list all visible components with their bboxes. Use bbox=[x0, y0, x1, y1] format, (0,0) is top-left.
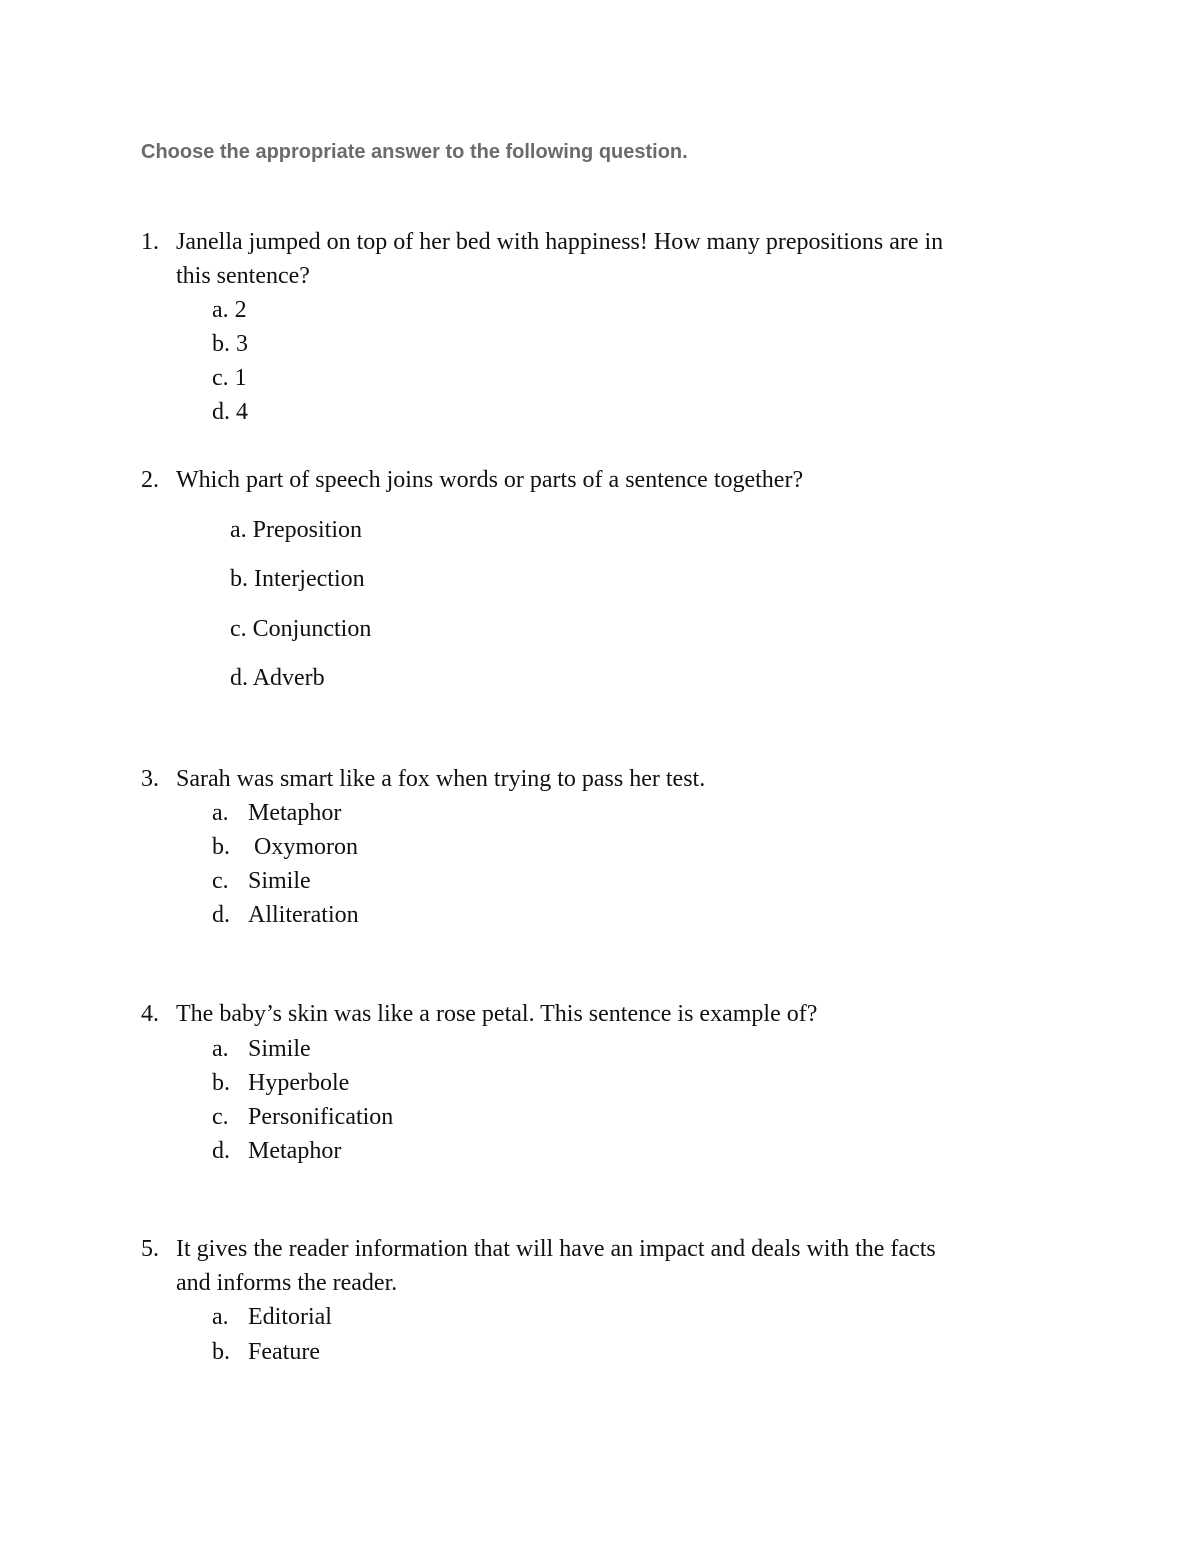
question-number: 2. bbox=[141, 467, 159, 493]
option-b bbox=[212, 830, 358, 864]
question-line: and informs the reader. bbox=[176, 1270, 398, 1296]
option-letter: d. bbox=[230, 665, 248, 691]
option-d bbox=[212, 898, 359, 932]
option-a bbox=[212, 796, 341, 830]
option-letter: a. bbox=[212, 800, 229, 826]
option-text: Oxymoron bbox=[248, 834, 358, 860]
question-text bbox=[176, 1232, 1066, 1300]
option-letter: b. bbox=[230, 566, 248, 592]
question-number: 3. bbox=[141, 766, 159, 792]
option-text: Simile bbox=[248, 1036, 311, 1062]
option-text: Metaphor bbox=[248, 800, 342, 826]
question-text bbox=[176, 997, 1066, 1031]
option-b bbox=[230, 562, 365, 596]
option-letter: c. bbox=[230, 616, 247, 642]
option-c bbox=[212, 1100, 393, 1134]
option-text: Feature bbox=[248, 1339, 320, 1365]
option-letter: a. bbox=[212, 1036, 229, 1062]
question-text bbox=[176, 225, 1066, 293]
option-b bbox=[212, 1335, 320, 1369]
option-a bbox=[212, 1300, 332, 1334]
option-letter: d. bbox=[212, 1138, 230, 1164]
option-letter: b. bbox=[212, 834, 230, 860]
option-letter: d. bbox=[212, 399, 230, 425]
option-text: Alliteration bbox=[248, 902, 359, 928]
option-text: 4 bbox=[236, 399, 248, 425]
question-line: this sentence? bbox=[176, 263, 310, 289]
option-a bbox=[230, 513, 362, 547]
option-letter: c. bbox=[212, 1104, 229, 1130]
option-text: Conjunction bbox=[252, 616, 372, 642]
option-c bbox=[230, 612, 371, 646]
option-a bbox=[212, 1032, 311, 1066]
question-line: Sarah was smart like a fox when trying to pass her test. bbox=[176, 766, 706, 792]
option-letter: b. bbox=[212, 1339, 230, 1365]
option-letter: d. bbox=[212, 902, 230, 928]
option-letter: a. bbox=[212, 1304, 229, 1330]
question-text bbox=[176, 762, 1066, 796]
option-text: Personification bbox=[248, 1104, 394, 1130]
option-d bbox=[212, 395, 248, 429]
option-text: Simile bbox=[248, 868, 311, 894]
question-line: It gives the reader information that will have an impact and deals with the facts bbox=[176, 1236, 936, 1262]
instruction-text: Choose the appropriate answer to the following question. bbox=[141, 141, 688, 163]
option-c bbox=[212, 361, 247, 395]
option-text: Editorial bbox=[248, 1304, 332, 1330]
option-d bbox=[212, 1134, 341, 1168]
option-letter: a. bbox=[230, 517, 247, 543]
question-text bbox=[176, 463, 1066, 497]
option-text: 2 bbox=[234, 297, 247, 323]
option-text: 1 bbox=[234, 365, 247, 391]
option-text: 3 bbox=[236, 331, 248, 357]
question-line: The baby’s skin was like a rose petal. This sentence is example of? bbox=[176, 1001, 818, 1027]
option-d bbox=[230, 661, 325, 695]
option-letter: c. bbox=[212, 868, 229, 894]
question-number: 1. bbox=[141, 229, 159, 255]
option-b bbox=[212, 1066, 349, 1100]
option-text: Adverb bbox=[252, 665, 325, 691]
option-letter: b. bbox=[212, 1070, 230, 1096]
option-text: Hyperbole bbox=[248, 1070, 350, 1096]
option-letter: c. bbox=[212, 365, 229, 391]
option-text: Interjection bbox=[254, 566, 365, 592]
option-b bbox=[212, 327, 248, 361]
question-number: 4. bbox=[141, 1001, 159, 1027]
question-number: 5. bbox=[141, 1236, 159, 1262]
option-a bbox=[212, 293, 247, 327]
question-line: Which part of speech joins words or parts of a sentence together? bbox=[176, 467, 804, 493]
option-text: Metaphor bbox=[248, 1138, 342, 1164]
option-c bbox=[212, 864, 311, 898]
option-text: Preposition bbox=[252, 517, 362, 543]
option-letter: a. bbox=[212, 297, 229, 323]
option-letter: b. bbox=[212, 331, 230, 357]
question-line: Janella jumped on top of her bed with happiness! How many prepositions are in bbox=[176, 229, 944, 255]
